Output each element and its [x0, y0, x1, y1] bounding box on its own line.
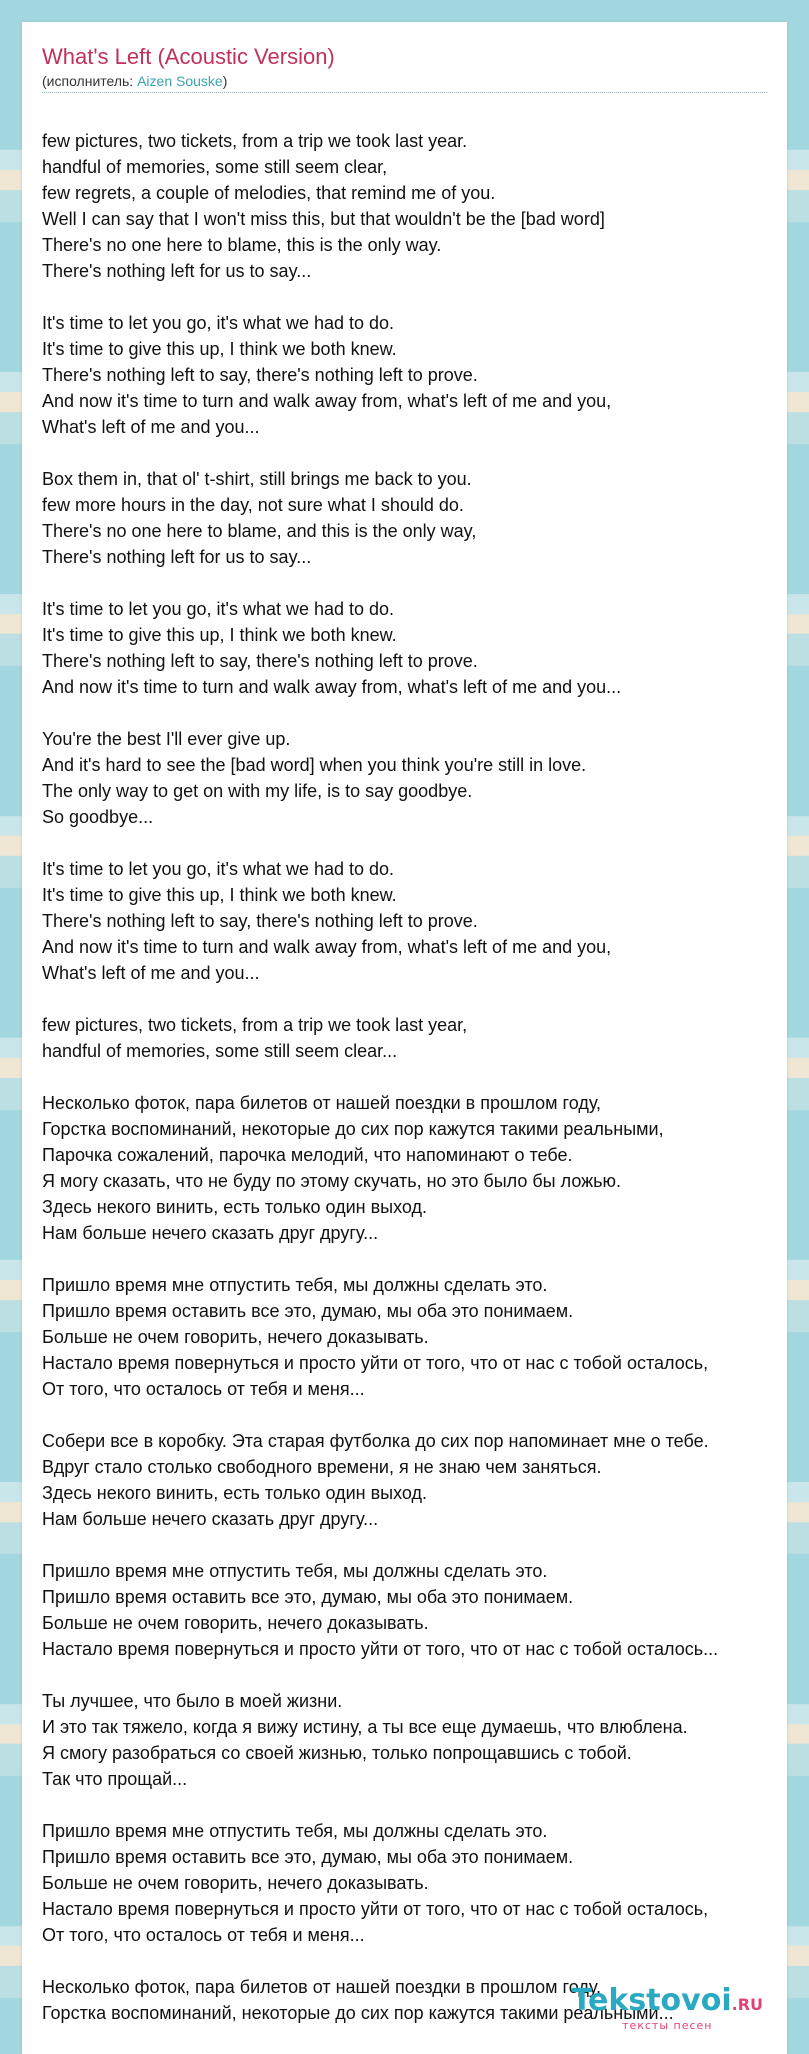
- stanza-break: [42, 1402, 809, 1428]
- lyric-line: Ты лучшее, что было в моей жизни.: [42, 1691, 343, 1711]
- lyric-line: There's nothing left for us to say...: [42, 547, 312, 567]
- lyric-line: Пришло время оставить все это, думаю, мы оба это понимаем.: [42, 1847, 574, 1867]
- lyric-line: There's nothing left to say, there's nothing left to prove.: [42, 911, 478, 931]
- lyric-line: What's left of me and you...: [42, 417, 260, 437]
- lyric-line: It's time to let you go, it's what we had to do.: [42, 859, 395, 879]
- lyric-line: handful of memories, some still seem clear...: [42, 1041, 398, 1061]
- lyric-line: Здесь некого винить, есть только один выход.: [42, 1483, 428, 1503]
- song-title: What's Left (Acoustic Version): [42, 44, 335, 69]
- lyric-line: There's nothing left to say, there's nothing left to prove.: [42, 651, 478, 671]
- lyric-line: Собери все в коробку. Эта старая футболка до сих пор напоминает мне о тебе.: [42, 1431, 709, 1451]
- artist-link[interactable]: Aizen Souske: [137, 73, 223, 89]
- lyric-line: Пришло время мне отпустить тебя, мы должны сделать это.: [42, 1561, 548, 1581]
- lyric-line: It's time to let you go, it's what we had to do.: [42, 599, 395, 619]
- lyric-line: Больше не очем говорить, нечего доказывать.: [42, 1873, 429, 1893]
- lyric-line: few pictures, two tickets, from a trip we took last year,: [42, 1015, 468, 1035]
- lyric-line: And it's hard to see the [bad word] when you think you're still in love.: [42, 755, 587, 775]
- lyric-line: Настало время повернуться и просто уйти от того, что от нас с тобой осталось...: [42, 1639, 719, 1659]
- stanza-break: [42, 1792, 809, 1818]
- lyric-line: So goodbye...: [42, 807, 154, 827]
- lyric-line: Пришло время мне отпустить тебя, мы должны сделать это.: [42, 1275, 548, 1295]
- stanza-break: [42, 700, 809, 726]
- lyric-line: Я могу сказать, что не буду по этому скучать, но это было бы ложью.: [42, 1171, 622, 1191]
- stanza-break: [42, 1246, 809, 1272]
- stanza-break: [42, 1662, 809, 1688]
- lyric-line: few regrets, a couple of melodies, that remind me of you.: [42, 183, 496, 203]
- lyric-line: few pictures, two tickets, from a trip we took last year.: [42, 131, 468, 151]
- lyric-line: От того, что осталось от тебя и меня...: [42, 1379, 365, 1399]
- lyric-line: The only way to get on with my life, is to say goodbye.: [42, 781, 473, 801]
- performer-suffix: ): [222, 73, 228, 89]
- lyric-line: Горстка воспоминаний, некоторые до сих пор кажутся такими реальными,: [42, 1119, 664, 1139]
- lyric-line: Пришло время оставить все это, думаю, мы оба это понимаем.: [42, 1587, 574, 1607]
- stanza-break: [42, 830, 809, 856]
- stanza-break: [42, 1064, 809, 1090]
- performer-line: [42, 72, 767, 93]
- lyric-line: And now it's time to turn and walk away from, what's left of me and you,: [42, 937, 612, 957]
- lyric-line: Больше не очем говорить, нечего доказывать.: [42, 1613, 429, 1633]
- stanza-break: [42, 1532, 809, 1558]
- lyric-line: Нам больше нечего сказать друг другу...: [42, 1509, 379, 1529]
- lyric-line: И это так тяжело, когда я вижу истину, а ты все еще думаешь, что влюблена.: [42, 1717, 688, 1737]
- stanza-break: [42, 1948, 809, 1974]
- performer-prefix: (исполнитель:: [42, 73, 138, 89]
- lyric-line: few more hours in the day, not sure what I should do.: [42, 495, 464, 515]
- lyric-line: Несколько фоток, пара билетов от нашей поездки в прошлом году,: [42, 1093, 602, 1113]
- stanza-break: [42, 986, 809, 1012]
- lyric-line: Пришло время оставить все это, думаю, мы оба это понимаем.: [42, 1301, 574, 1321]
- lyric-line: Горстка воспоминаний, некоторые до сих пор кажутся такими реальными...: [42, 2003, 674, 2023]
- lyric-line: There's no one here to blame, this is the only way.: [42, 235, 442, 255]
- lyric-line: There's nothing left to say, there's nothing left to prove.: [42, 365, 478, 385]
- lyric-line: От того, что осталось от тебя и меня...: [42, 1925, 365, 1945]
- watermark-brand: Tekstovoi: [571, 1983, 732, 2018]
- watermark-tld: .RU: [731, 1995, 763, 2014]
- lyric-line: And now it's time to turn and walk away from, what's left of me and you,: [42, 391, 612, 411]
- song-header: [42, 44, 767, 93]
- stanza-break: [42, 284, 809, 310]
- lyric-line: Так что прощай...: [42, 1769, 188, 1789]
- lyric-line: And now it's time to turn and walk away from, what's left of me and you...: [42, 677, 622, 697]
- lyric-line: Здесь некого винить, есть только один выход.: [42, 1197, 428, 1217]
- lyrics-card: [22, 22, 787, 2054]
- lyrics-text: [42, 128, 809, 2026]
- lyric-line: Box them in, that ol' t-shirt, still brings me back to you.: [42, 469, 472, 489]
- lyric-line: What's left of me and you...: [42, 963, 260, 983]
- lyric-line: There's nothing left for us to say...: [42, 261, 312, 281]
- lyric-line: handful of memories, some still seem clear,: [42, 157, 388, 177]
- lyric-line: Парочка сожалений, парочка мелодий, что напоминают о тебе.: [42, 1145, 573, 1165]
- lyric-line: You're the best I'll ever give up.: [42, 729, 291, 749]
- lyric-line: Well I can say that I won't miss this, but that wouldn't be the [bad word]: [42, 209, 605, 229]
- stanza-break: [42, 440, 809, 466]
- lyric-line: Настало время повернуться и просто уйти от того, что от нас с тобой осталось,: [42, 1353, 709, 1373]
- lyric-line: Я смогу разобраться со своей жизнью, только попрощавшись с тобой.: [42, 1743, 632, 1763]
- lyric-line: Настало время повернуться и просто уйти от того, что от нас с тобой осталось,: [42, 1899, 709, 1919]
- lyric-line: It's time to let you go, it's what we had to do.: [42, 313, 395, 333]
- watermark-tagline: тексты песен: [622, 2019, 713, 2032]
- lyric-line: There's no one here to blame, and this is the only way,: [42, 521, 477, 541]
- lyric-line: It's time to give this up, I think we both knew.: [42, 625, 397, 645]
- lyric-line: Вдруг стало столько свободного времени, я не знаю чем заняться.: [42, 1457, 602, 1477]
- lyric-line: Больше не очем говорить, нечего доказывать.: [42, 1327, 429, 1347]
- lyric-line: Несколько фоток, пара билетов от нашей поездки в прошлом году,: [42, 1977, 602, 1997]
- lyric-line: It's time to give this up, I think we both knew.: [42, 339, 397, 359]
- lyric-line: Нам больше нечего сказать друг другу...: [42, 1223, 379, 1243]
- lyric-line: It's time to give this up, I think we both knew.: [42, 885, 397, 905]
- site-watermark-logo: [572, 1985, 763, 2032]
- stanza-break: [42, 570, 809, 596]
- lyric-line: Пришло время мне отпустить тебя, мы должны сделать это.: [42, 1821, 548, 1841]
